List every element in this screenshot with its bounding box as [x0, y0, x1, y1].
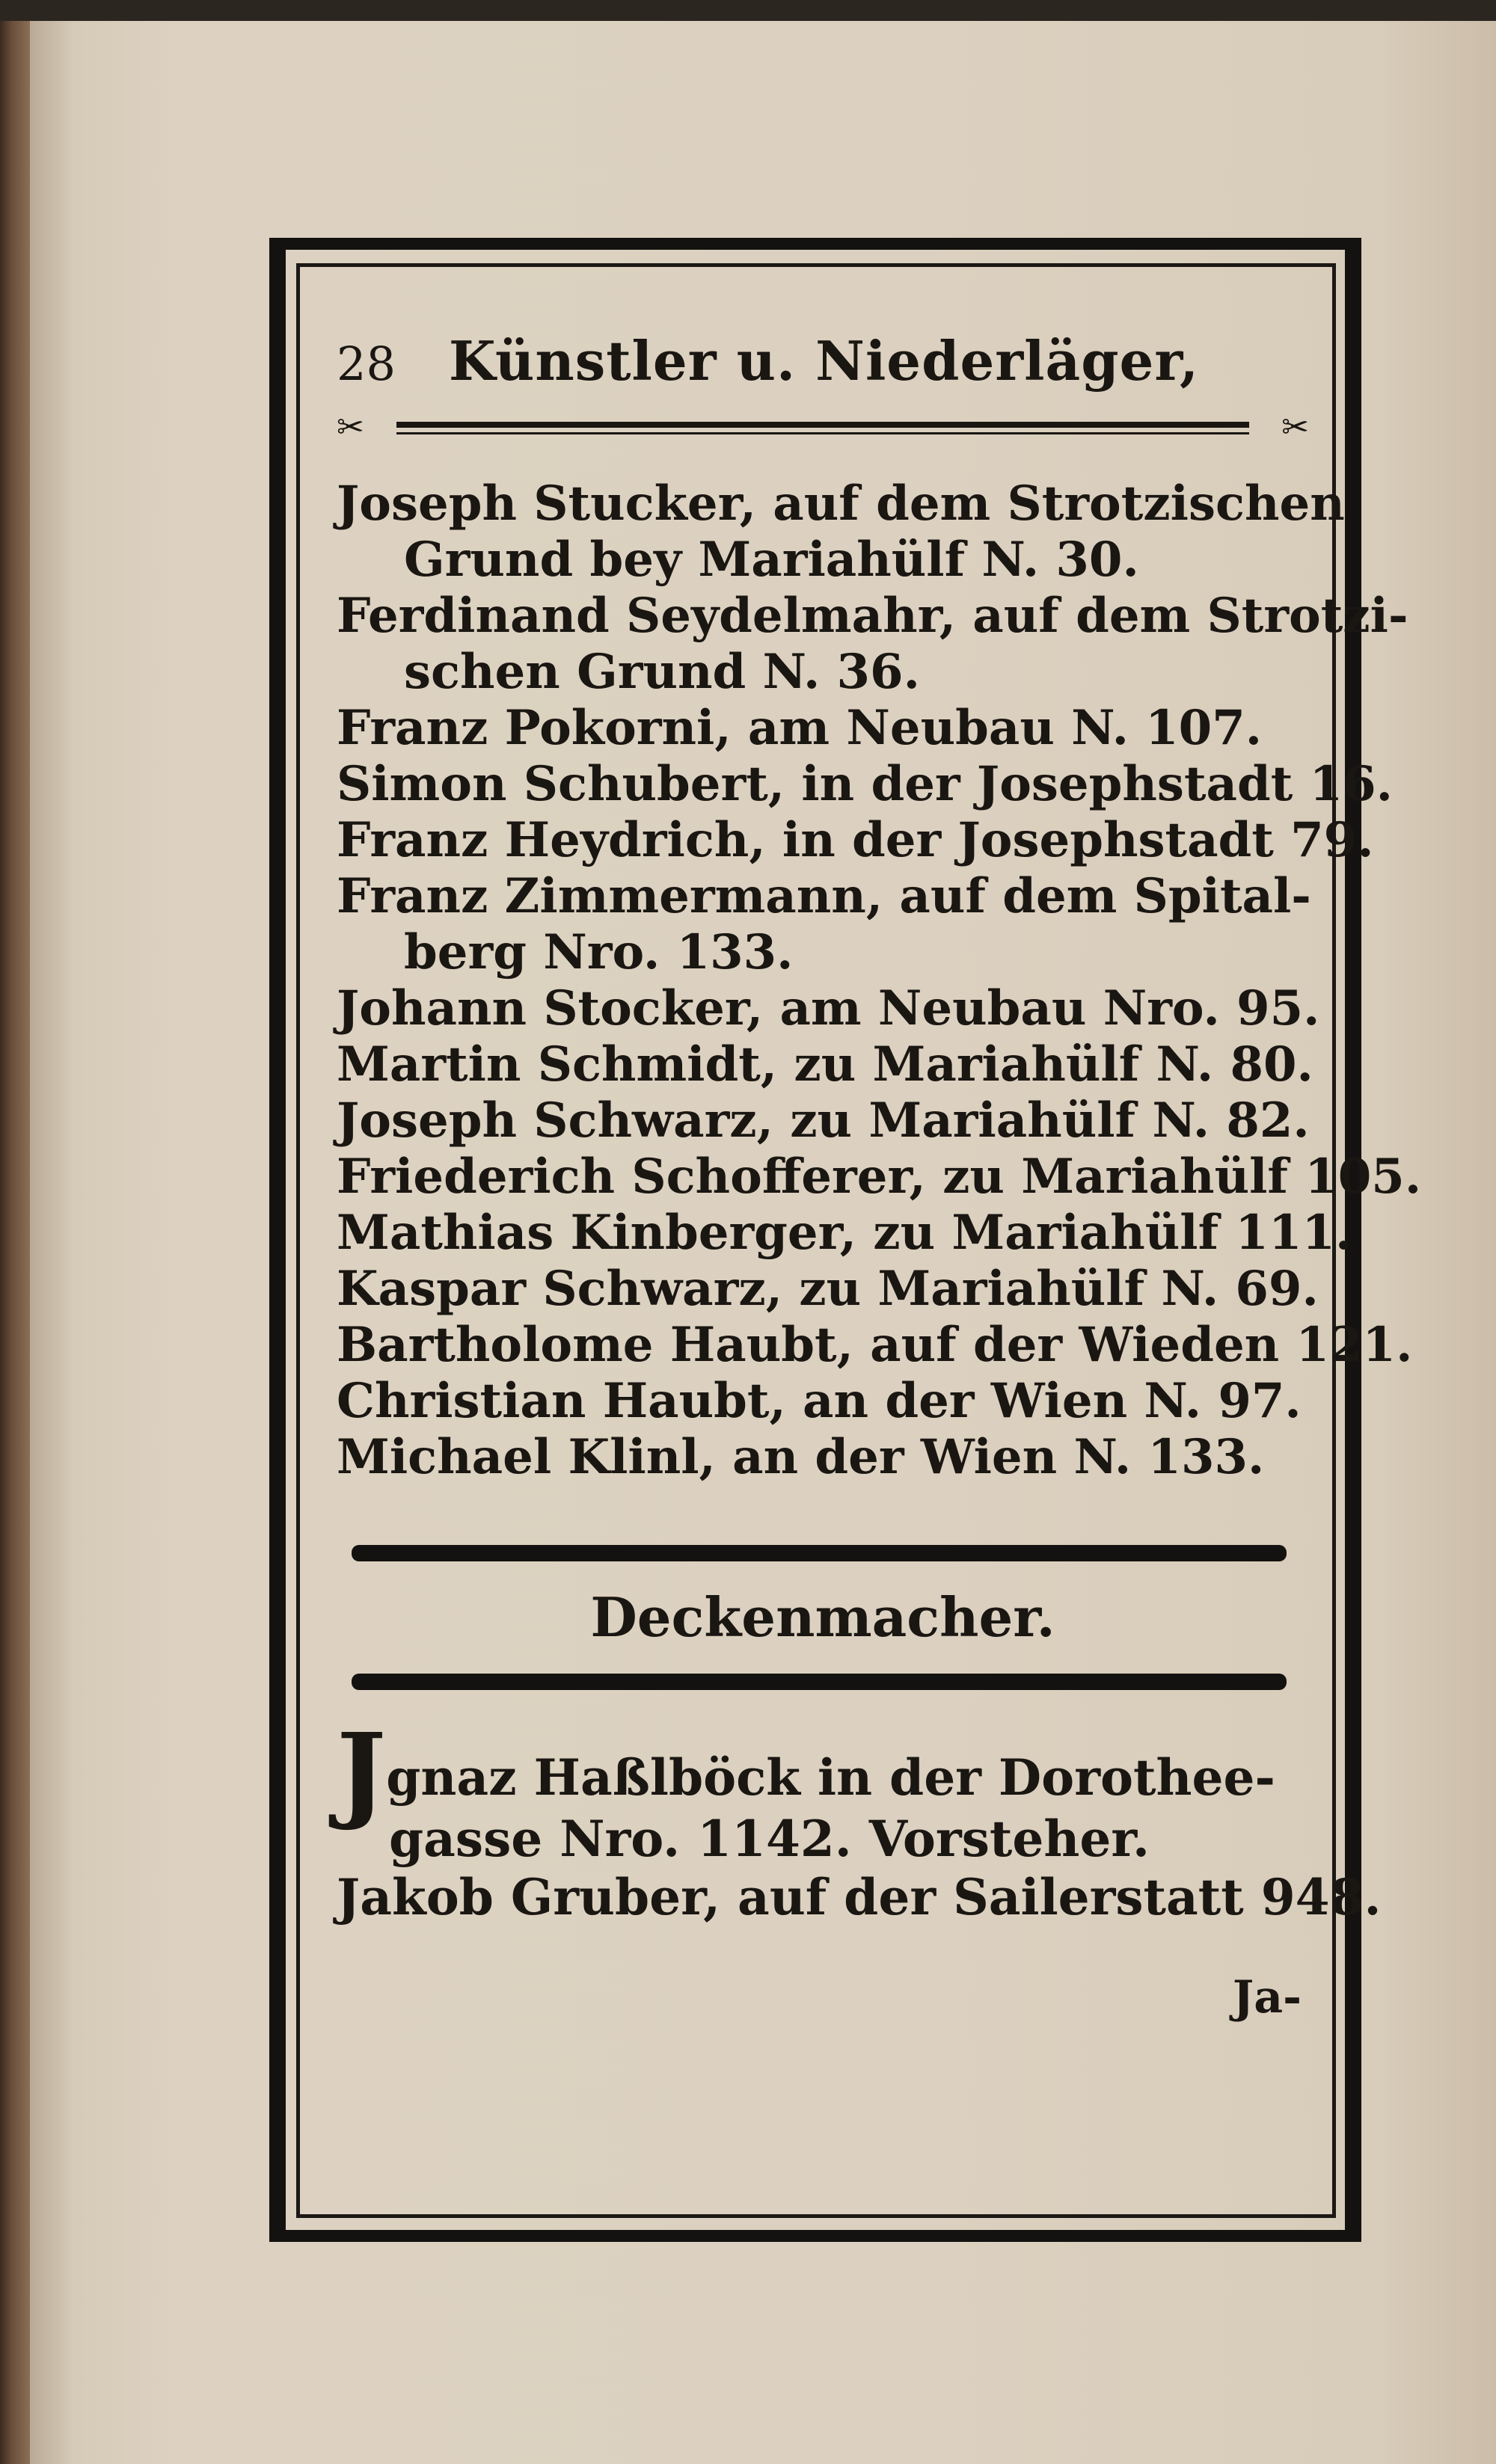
list-item: Joseph Stucker, auf dem Strotzischen Grund bey Mariahülf N. 30.: [337, 476, 1345, 588]
section-rule-bottom: [352, 1674, 1287, 1690]
book-gutter: [0, 21, 30, 2464]
list-item: Jakob Gruber, auf der Sailerstatt 948.: [337, 1868, 1382, 1926]
list-item: Friederich Schofferer, zu Mariahülf 105.: [337, 1149, 1422, 1205]
list-item: Jgnaz Haßlböck in der Dorothee- gasse Nro. 1142. Vorsteher.: [337, 1711, 1275, 1868]
list-item: Bartholome Haubt, auf der Wieden 121.: [337, 1317, 1413, 1373]
section-title: Deckenmacher.: [590, 1585, 1055, 1649]
list-item: Kaspar Schwarz, zu Mariahülf N. 69.: [337, 1261, 1319, 1317]
list-item: Martin Schmidt, zu Mariahülf N. 80.: [337, 1036, 1313, 1093]
list-item: Joseph Schwarz, zu Mariahülf N. 82.: [337, 1093, 1310, 1149]
entry-list: [337, 476, 1422, 1485]
section-rule-top: [352, 1545, 1287, 1561]
ornament-left-icon: ✂: [337, 408, 364, 446]
list-item: Franz Zimmermann, auf dem Spital- berg Nro. 133.: [337, 868, 1311, 980]
list-item: Franz Pokorni, am Neubau N. 107.: [337, 700, 1262, 756]
list-item: Mathias Kinberger, zu Mariahülf 111.: [337, 1205, 1352, 1261]
list-item: Michael Klinl, an der Wien N. 133.: [337, 1429, 1265, 1485]
list-item: Simon Schubert, in der Josephstadt 16.: [337, 756, 1393, 812]
list-item: Ferdinand Seydelmahr, auf dem Strotzi- schen Grund N. 36.: [337, 588, 1408, 700]
running-header: [337, 329, 1309, 396]
ornament-rule: [396, 422, 1249, 428]
list-item: Franz Heydrich, in der Josephstadt 79.: [337, 812, 1374, 868]
ornament-right-icon: ✂: [1281, 408, 1309, 446]
drop-cap: J: [337, 1711, 387, 1834]
list-item: Johann Stocker, am Neubau Nro. 95.: [337, 980, 1320, 1036]
list-item: Christian Haubt, an der Wien N. 97.: [337, 1373, 1302, 1429]
running-title: Künstler u. Niederläger,: [449, 329, 1200, 393]
header-ornament: [337, 410, 1309, 455]
ornament-rule-thin: [396, 432, 1249, 434]
catchword: Ja-: [1232, 1971, 1302, 2024]
page-number: 28: [337, 337, 396, 391]
page-content: [337, 329, 1422, 2199]
